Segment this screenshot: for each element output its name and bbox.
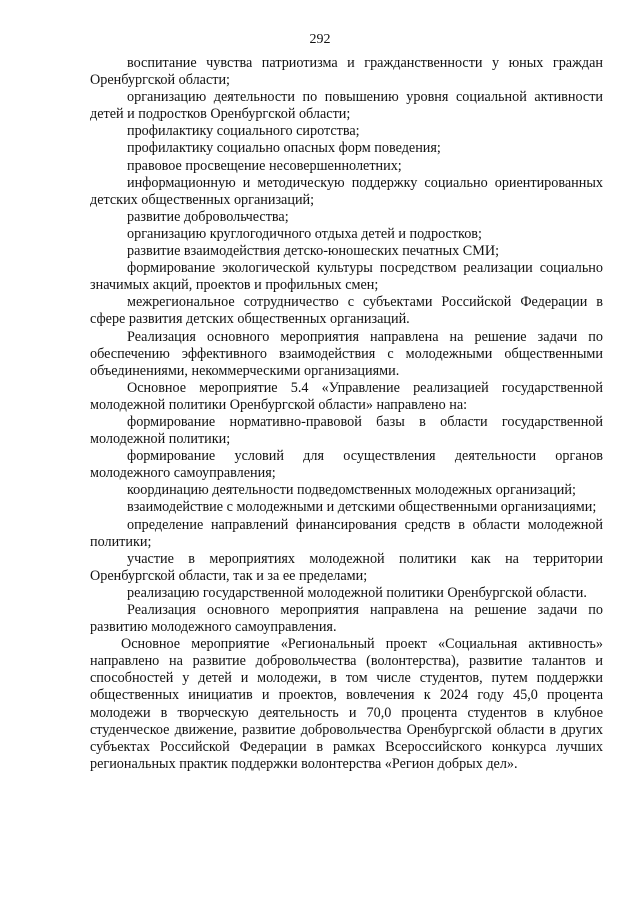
paragraph: Реализация основного мероприятия направлена на решение задачи по развитию молодежного самоуправления. [90, 602, 603, 636]
paragraph: правовое просвещение несовершеннолетних; [127, 157, 402, 174]
paragraph: Основное мероприятие 5.4 «Управление реализацией государственной молодежной политики Оренбургской области» направлено на: [90, 379, 603, 413]
paragraph: участие в мероприятиях молодежной политики как на территории Оренбургской области, так и за ее пределами; [90, 550, 603, 584]
paragraph: формирование условий для осуществления деятельности органов молодежного самоуправления; [90, 448, 603, 482]
paragraph: формирование нормативно-правовой базы в области государственной молодежной политики; [90, 413, 603, 448]
paragraph: взаимодействие с молодежными и детскими общественными организациями; [127, 499, 597, 516]
paragraph: Основное мероприятие «Региональный проект «Социальная активность» направлено на развитие добровольчества (волонтерства), развитие талантов и способностей у детей и молодежи, в том числе студентов, путем поддержки общественных инициатив и проектов, вовлечения к 2024 году 45,0 процента молодежи в творческую деятельность и 70,0 процента студентов в клубное студенческое движение, развитие добровольчества Оренбургской области в других субъектах Российской Федерации в рамках Всероссийского конкурса лучших региональных практик поддержки волонтерства «Регион добрых дел». [90, 636, 603, 772]
paragraph: организацию круглогодичного отдыха детей и подростков; [127, 225, 482, 242]
paragraph: воспитание чувства патриотизма и гражданственности у юных граждан Оренбургской области; [90, 55, 603, 89]
paragraph: профилактику социально опасных форм поведения; [127, 140, 441, 157]
paragraph: определение направлений финансирования средств в области молодежной политики; [90, 516, 603, 550]
page-number: 292 [309, 32, 331, 47]
paragraph: развитие добровольчества; [127, 208, 289, 225]
paragraph: реализацию государственной молодежной политики Оренбургской области. [127, 584, 587, 601]
paragraph: информационную и методическую поддержку социально ориентированных детских общественных организаций; [90, 174, 603, 208]
paragraph: Реализация основного мероприятия направлена на решение задачи по обеспечению эффективного взаимодействия с молодежными общественными объединениями, некоммерческими организациями. [90, 328, 603, 379]
paragraph: межрегиональное сотрудничество с субъектами Российской Федерации в сфере развития детских общественных организаций. [90, 294, 603, 328]
paragraph: профилактику социального сиротства; [127, 123, 360, 140]
paragraph: координацию деятельности подведомственных молодежных организаций; [127, 482, 576, 499]
document-body [90, 55, 603, 773]
paragraph: развитие взаимодействия детско-юношеских печатных СМИ; [127, 243, 500, 260]
paragraph: организацию деятельности по повышению уровня социальной активности детей и подростков Оренбургской области; [90, 89, 603, 123]
paragraph: формирование экологической культуры посредством реализации социально значимых акций, проектов и профильных смен; [90, 260, 603, 294]
